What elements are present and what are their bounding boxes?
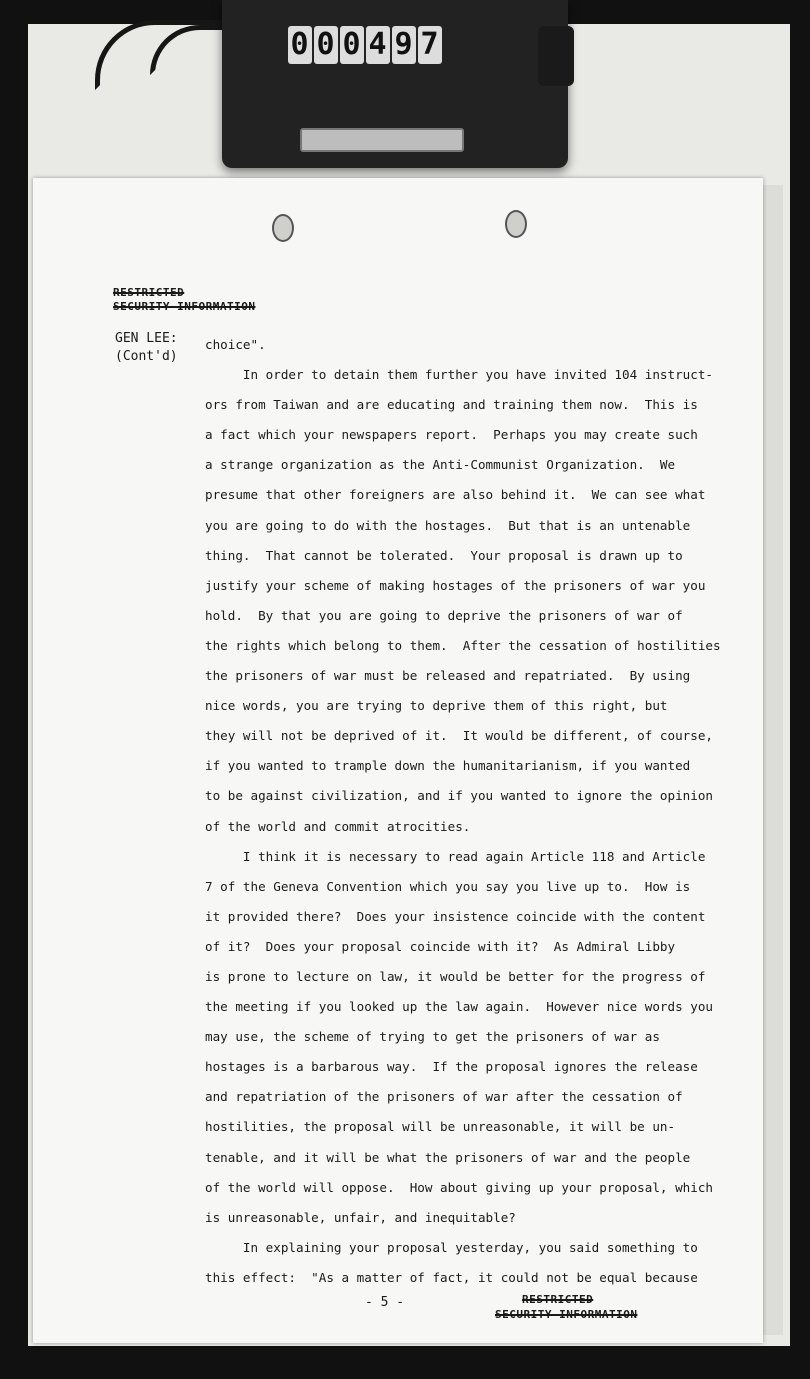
speaker-cont: (Cont'd)	[115, 349, 178, 364]
counter-digit: 7	[418, 26, 442, 64]
body-line: the rights which belong to them. After the cessation of hostilities	[205, 637, 721, 653]
counter-knob	[538, 26, 574, 86]
body-line: ors from Taiwan and are educating and training them now. This is	[205, 397, 698, 413]
body-line: a fact which your newspapers report. Perhaps you may create such	[205, 427, 698, 443]
body-line: if you wanted to trample down the humanitarianism, if you wanted	[205, 758, 691, 774]
paper-edge	[763, 185, 783, 1335]
body-line: of the world will oppose. How about giving up your proposal, which	[205, 1179, 713, 1195]
body-line: of the world and commit atrocities.	[205, 818, 471, 834]
counter-plate	[300, 128, 464, 152]
body-line: this effect: "As a matter of fact, it could not be equal because	[205, 1269, 698, 1285]
body-line: hostilities, the proposal will be unreasonable, it will be un-	[205, 1119, 676, 1135]
speaker-name: GEN LEE:	[115, 331, 178, 346]
body-line: 7 of the Geneva Convention which you say you live up to. How is	[205, 878, 691, 894]
counter-digit: 9	[392, 26, 416, 64]
header-stamp-restricted: RESTRICTED	[113, 286, 185, 299]
body-line: a strange organization as the Anti-Communist Organization. We	[205, 457, 676, 473]
body-line: to be against civilization, and if you wanted to ignore the opinion	[205, 788, 713, 804]
frame-counter-digits	[288, 26, 442, 64]
body-line: hold. By that you are going to deprive the prisoners of war of	[205, 607, 683, 623]
body-line: is prone to lecture on law, it would be better for the progress of	[205, 968, 706, 984]
body-line: thing. That cannot be tolerated. Your proposal is drawn up to	[205, 547, 683, 563]
body-line: justify your scheme of making hostages of the prisoners of war you	[205, 577, 706, 593]
speaker-label	[115, 330, 178, 366]
body-line: I think it is necessary to read again Article 118 and Article	[205, 848, 706, 864]
body-line: choice".	[205, 337, 266, 352]
punch-hole-icon	[272, 214, 294, 242]
body-line: tenable, and it will be what the prisoners of war and the people	[205, 1149, 691, 1165]
body-line: it provided there? Does your insistence coincide with the content	[205, 908, 706, 924]
counter-digit: 0	[340, 26, 364, 64]
body-line: you are going to do with the hostages. But that is an untenable	[205, 517, 691, 533]
counter-digit: 0	[314, 26, 338, 64]
footer-stamp-security: SECURITY INFORMATION	[495, 1308, 638, 1321]
body-line: and repatriation of the prisoners of war after the cessation of	[205, 1089, 683, 1105]
punch-hole-icon	[505, 210, 527, 238]
body-line: may use, the scheme of trying to get the prisoners of war as	[205, 1029, 660, 1045]
body-line: the prisoners of war must be released and repatriated. By using	[205, 668, 691, 684]
page-number: - 5 -	[365, 1295, 405, 1310]
document-body	[205, 330, 725, 1293]
body-line: of it? Does your proposal coincide with it? As Admiral Libby	[205, 938, 676, 954]
body-line: the meeting if you looked up the law again. However nice words you	[205, 999, 713, 1015]
body-line: they will not be deprived of it. It would be different, of course,	[205, 728, 713, 744]
body-line: In explaining your proposal yesterday, you said something to	[205, 1239, 698, 1255]
counter-digit: 4	[366, 26, 390, 64]
footer-stamp-restricted: RESTRICTED	[522, 1293, 594, 1306]
counter-digit: 0	[288, 26, 312, 64]
body-line: hostages is a barbarous way. If the proposal ignores the release	[205, 1059, 698, 1075]
header-stamp-security: SECURITY INFORMATION	[113, 300, 256, 313]
body-line: presume that other foreigners are also behind it. We can see what	[205, 487, 706, 503]
body-line: nice words, you are trying to deprive them of this right, but	[205, 698, 668, 714]
body-line: is unreasonable, unfair, and inequitable?	[205, 1209, 516, 1225]
body-line: In order to detain them further you have invited 104 instruct-	[205, 367, 713, 383]
